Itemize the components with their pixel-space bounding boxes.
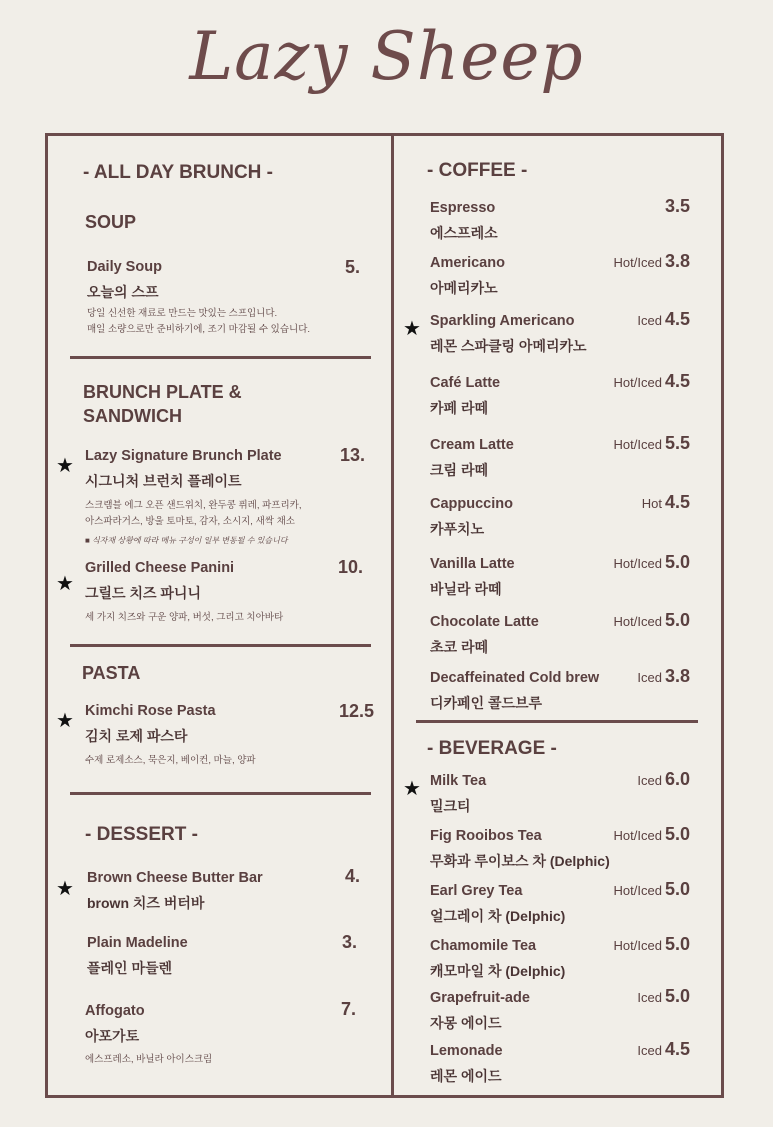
item-price: [560, 666, 690, 687]
item-temperature: Hot/Iced: [613, 556, 662, 571]
item-name: Kimchi Rose Pasta: [85, 703, 216, 719]
item-name: Americano: [430, 255, 505, 271]
item-price: [560, 1039, 690, 1060]
item-price-value: 5.0: [664, 552, 690, 572]
item-name: Grilled Cheese Panini: [85, 560, 235, 576]
item-temperature: Hot/Iced: [613, 828, 662, 843]
item-korean-name: 아메리카노: [430, 280, 498, 296]
item-price-value: 4.5: [664, 309, 690, 329]
star-icon: ★: [403, 778, 421, 800]
item-price: [560, 371, 690, 392]
item-temperature: Hot/Iced: [613, 437, 662, 452]
item-name: Vanilla Latte: [430, 556, 515, 572]
item-price-value: 6.0: [664, 769, 690, 789]
section-divider: [70, 792, 371, 795]
menu-title: Lazy Sheep: [189, 18, 584, 95]
item-name: Cappuccino: [430, 496, 513, 512]
item-name: Lazy Signature Brunch Plate: [85, 448, 282, 464]
item-price-value: 5.0: [664, 824, 690, 844]
item-price: 3.: [341, 932, 357, 952]
item-name: Earl Grey Tea: [430, 883, 523, 899]
item-price: 5.: [344, 257, 360, 277]
item-name: Lemonade: [430, 1043, 503, 1059]
item-temperature: Hot: [641, 496, 662, 511]
item-name: Café Latte: [430, 375, 501, 391]
item-name: Affogato: [85, 1003, 145, 1019]
item-price: [560, 552, 690, 573]
item-temperature: Hot/Iced: [613, 938, 662, 953]
item-korean-name: 플레인 마들렌: [87, 960, 173, 976]
section-header-dessert: - DESSERT -: [85, 824, 198, 845]
item-price: [560, 610, 690, 631]
item-price-value: 4.5: [664, 371, 690, 391]
section-divider: [416, 720, 698, 723]
item-name: Espresso: [430, 200, 496, 216]
item-price: [560, 824, 690, 845]
category-heading-pasta: PASTA: [82, 663, 141, 683]
item-korean-name: 레몬 스파클링 아메리카노: [430, 338, 587, 354]
star-icon: ★: [403, 318, 421, 340]
item-korean-name: 디카페인 콜드브루: [430, 695, 543, 711]
item-temperature: Iced: [637, 670, 662, 685]
item-price-value: 5.0: [664, 879, 690, 899]
item-name: Milk Tea: [430, 773, 487, 789]
item-temperature: Hot/Iced: [613, 255, 662, 270]
section-header-coffee: - COFFEE -: [427, 160, 528, 181]
item-name: Cream Latte: [430, 437, 514, 453]
item-price: [560, 251, 690, 272]
star-icon: ★: [56, 455, 74, 477]
item-note: ■ 식자재 상황에 따라 메뉴 구성이 일부 변동될 수 있습니다: [85, 536, 288, 545]
item-price: [560, 492, 690, 513]
category-heading-soup: SOUP: [85, 212, 137, 232]
item-name: Brown Cheese Butter Bar: [87, 870, 263, 886]
item-name: Fig Rooibos Tea: [430, 828, 542, 844]
item-description: 당일 신선한 재료로 만드는 맛있는 스프입니다. 매일 소량으로만 준비하기에, 조기 마감될 수 있습니다.: [87, 308, 311, 335]
item-temperature: Hot/Iced: [613, 375, 662, 390]
item-price-value: 3.8: [664, 666, 690, 686]
item-korean-name: 김치 로제 파스타: [85, 728, 188, 744]
item-korean-name: 오늘의 스프: [87, 284, 159, 300]
item-price-value: 3.5: [664, 196, 690, 216]
item-temperature: Iced: [637, 313, 662, 328]
item-korean-name: 에스프레소: [430, 225, 498, 241]
item-price-value: 5.5: [664, 433, 690, 453]
item-price: [560, 309, 690, 330]
section-divider: [70, 644, 371, 647]
item-korean-name: 얼그레이 차 (Delphic): [430, 908, 566, 924]
item-price: 13.: [339, 445, 365, 465]
item-temperature: Iced: [637, 990, 662, 1005]
section-header-all-day-brunch: - ALL DAY BRUNCH -: [83, 162, 274, 183]
item-korean-name: 자몽 에이드: [430, 1015, 502, 1031]
item-temperature: Iced: [637, 773, 662, 788]
item-korean-name: brown 치즈 버터바: [87, 895, 205, 911]
star-icon: ★: [56, 710, 74, 732]
item-name: Decaffeinated Cold brew: [430, 670, 600, 686]
item-price: 10.: [337, 557, 363, 577]
item-temperature: Iced: [637, 1043, 662, 1058]
item-korean-name: 밀크티: [430, 798, 471, 814]
item-korean-name: 초코 라떼: [430, 639, 488, 655]
item-name: Chamomile Tea: [430, 938, 537, 954]
item-description: 스크램블 에그 오픈 샌드위치, 완두콩 퓌레, 파프리카, 아스파라거스, 방울 토마토, 감자, 소시지, 새싹 채소: [85, 500, 302, 527]
item-price: 4.: [344, 866, 360, 886]
item-price-value: 4.5: [664, 492, 690, 512]
section-header-beverage: - BEVERAGE -: [427, 738, 557, 759]
item-korean-name: 카푸치노: [430, 521, 485, 537]
item-price-value: 4.5: [664, 1039, 690, 1059]
item-price-value: 5.0: [664, 986, 690, 1006]
item-korean-name: 시그니처 브런치 플레이트: [85, 473, 242, 489]
item-price: 7.: [340, 999, 356, 1019]
item-name: Grapefruit-ade: [430, 990, 530, 1006]
item-korean-name: 카페 라떼: [430, 400, 488, 416]
item-name: Chocolate Latte: [430, 614, 539, 630]
item-description: 수제 로제소스, 묵은지, 베이컨, 마늘, 양파: [85, 755, 256, 766]
column-divider: [391, 136, 394, 1095]
category-heading-brunch: BRUNCH PLATE & SANDWICH: [83, 382, 242, 426]
item-price-value: 3.8: [664, 251, 690, 271]
item-korean-name: 크림 라떼: [430, 462, 488, 478]
item-korean-name: 무화과 루이보스 차 (Delphic): [430, 853, 610, 869]
item-korean-name: 아포가토: [85, 1028, 140, 1044]
item-price: [560, 934, 690, 955]
item-name: Plain Madeline: [87, 935, 188, 951]
item-korean-name: 레몬 에이드: [430, 1068, 502, 1084]
item-price: [560, 433, 690, 454]
item-price-value: 5.0: [664, 610, 690, 630]
item-korean-name: 그릴드 치즈 파니니: [85, 585, 201, 601]
item-description: 세 가지 치즈와 구운 양파, 버섯, 그리고 치아바타: [85, 612, 284, 623]
star-icon: ★: [56, 878, 74, 900]
item-price: 12.5: [338, 701, 374, 721]
item-temperature: Hot/Iced: [613, 614, 662, 629]
item-temperature: Hot/Iced: [613, 883, 662, 898]
item-name: Sparkling Americano: [430, 313, 575, 329]
item-price: [560, 196, 690, 217]
star-icon: ★: [56, 573, 74, 595]
item-price: [560, 769, 690, 790]
item-name: Daily Soup: [87, 259, 162, 275]
section-divider: [70, 356, 371, 359]
item-description: 에스프레소, 바닐라 아이스크림: [85, 1054, 213, 1065]
item-korean-name: 캐모마일 차 (Delphic): [430, 963, 566, 979]
item-price-value: 5.0: [664, 934, 690, 954]
item-korean-name: 바닐라 라떼: [430, 581, 502, 597]
item-price: [560, 879, 690, 900]
item-price: [560, 986, 690, 1007]
